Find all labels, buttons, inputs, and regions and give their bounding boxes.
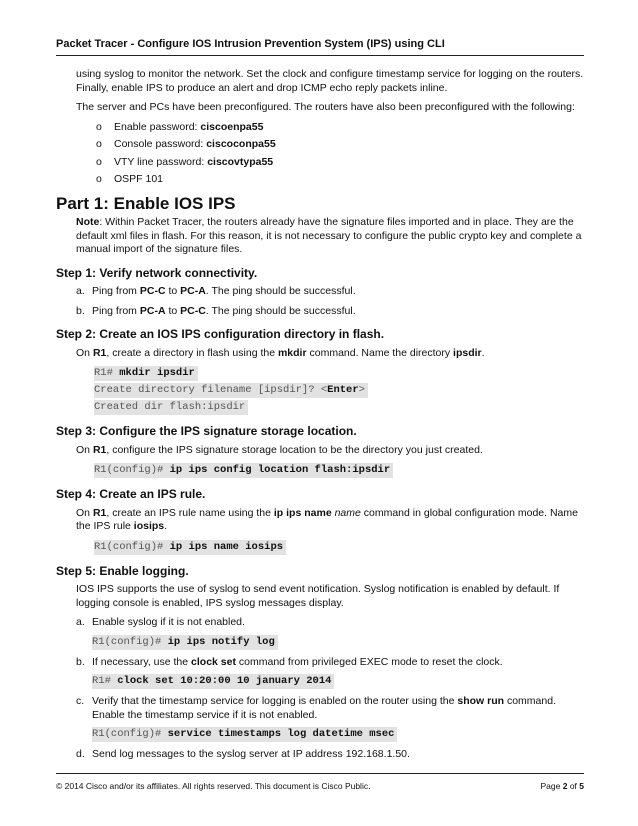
list-item: o OSPF 101: [96, 173, 164, 185]
password-list: [76, 121, 584, 187]
step-heading: Step 3: Configure the IPS signature storage location.: [56, 424, 357, 438]
preconfig-paragraph: The server and PCs have been preconfigured. The routers have also been preconfigured with the following:: [76, 101, 575, 113]
bullet-marker: o: [96, 173, 102, 185]
step-paragraph: IOS IPS supports the use of syslog to send event notification. Syslog notification is enabled by default. If logging console is enabled, IPS syslog messages display.: [76, 583, 560, 609]
bullet-marker: o: [96, 155, 102, 168]
list-item: o Enable password: ciscoenpa55: [96, 120, 264, 133]
step-paragraph: On R1, create an IPS rule name using the ip ips name name command in global configuration mode. Name the IPS rule iosips.: [76, 506, 578, 532]
footer-divider: [56, 773, 584, 774]
note-paragraph: Note: Within Packet Tracer, the routers already have the signature files imported and in place. They are the default xml files in flash. For this reason, it is not necessary to configure the public crypto key and complete a manual import of the signature files.: [76, 216, 582, 255]
step-heading: Step 1: Verify network connectivity.: [56, 265, 258, 280]
command-line: R1# clock set 10:20:00 10 january 2014: [92, 674, 584, 689]
list-item: c. Verify that the timestamp service for logging is enabled on the router using the show run command. Enable the timestamp service if it is not enabled. R1(config)# service timestamps log datetime msec: [56, 695, 584, 742]
list-item: o VTY line password: ciscovtypa55: [96, 155, 274, 168]
step-paragraph: On R1, create a directory in flash using the mkdir command. Name the directory ipsdir.: [76, 346, 485, 359]
step-heading: Step 2: Create an IOS IPS configuration directory in flash.: [56, 327, 385, 341]
list-item: o Console password: ciscoconpa55: [96, 138, 276, 150]
command-line: R1(config)# ip ips config location flash:ipsdir: [94, 463, 584, 478]
step-paragraph: On R1, configure the IPS signature storage location to be the directory you just created.: [76, 443, 483, 456]
page-header: Packet Tracer - Configure IOS Intrusion Prevention System (IPS) using CLI: [56, 38, 445, 50]
step-heading: Step 5: Enable logging.: [56, 563, 189, 578]
bullet-marker: o: [96, 138, 102, 150]
list-item: b. If necessary, use the clock set command from privileged EXEC mode to reset the clock. R1# clock set 10:20:00 10 january 2014: [56, 656, 584, 690]
command-line: Created dir flash:ipsdir: [94, 400, 584, 415]
command-line: R1# mkdir ipsdir: [94, 366, 584, 381]
command-block: [56, 366, 584, 415]
command-line: R1(config)# ip ips notify log: [92, 635, 584, 650]
list-item: a. Ping from PC-C to PC-A. The ping should be successful.: [76, 285, 356, 297]
page-content: [56, 68, 584, 768]
part-heading: Part 1: Enable IOS IPS: [56, 193, 236, 213]
copyright-notice: © 2014 Cisco and/or its affiliates. All rights reserved. This document is Cisco Public.: [56, 781, 371, 791]
step5-list: [56, 616, 584, 762]
list-item: b. Ping from PC-A to PC-C. The ping should be successful.: [76, 304, 356, 317]
step-heading: Step 4: Create an IPS rule.: [56, 487, 206, 501]
page-footer: [56, 781, 584, 791]
list-item: a. Enable syslog if it is not enabled. R1(config)# ip ips notify log: [56, 616, 584, 650]
bullet-marker: o: [96, 120, 102, 133]
header-divider: [56, 55, 584, 56]
command-line: Create directory filename [ipsdir]? <Enter>: [94, 383, 584, 398]
step1-list: [56, 285, 584, 318]
intro-paragraph: using syslog to monitor the network. Set the clock and configure timestamp service for logging on the routers. Finally, enable IPS to produce an alert and drop ICMP echo reply packets inline.: [76, 68, 584, 94]
list-item: d. Send log messages to the syslog server at IP address 192.168.1.50.: [76, 748, 410, 760]
page-number: Page 2 of 5: [540, 781, 584, 791]
command-line: R1(config)# ip ips name iosips: [94, 540, 584, 555]
intro-section: [76, 68, 584, 187]
command-line: R1(config)# service timestamps log datetime msec: [92, 727, 584, 742]
